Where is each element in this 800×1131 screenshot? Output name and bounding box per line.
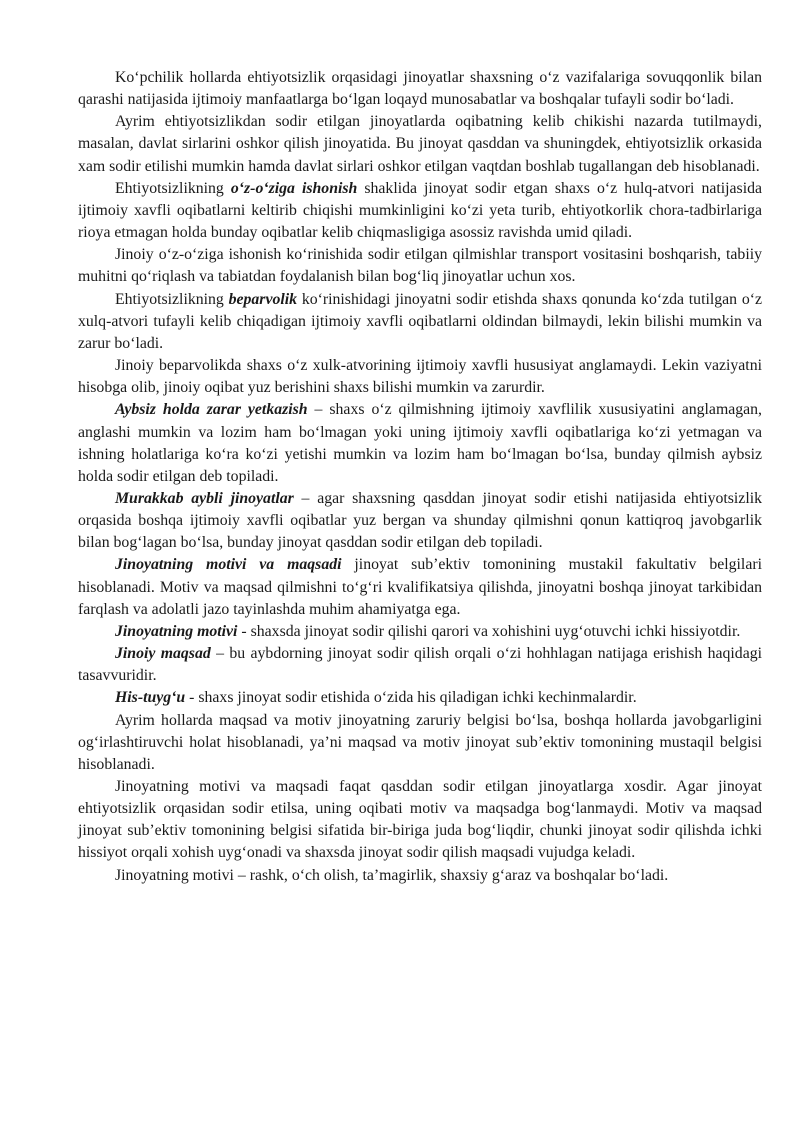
paragraph-text: – shaxs oʻz qilmishning ijtimoiy xavflilik xususiyatini anglamagan, anglashi mumkin va lozim ham boʻlmagan yoki uning ijtimoiy xavfli oqibatlariga koʻzi yetmagan va ishning holatlariga koʻra koʻzi yetishi mumkin va lozim ham boʻlmagan boʻlsa, bunday qilmish aybsiz holda sodir etilgan deb topiladi. — [78, 401, 763, 485]
paragraph-text: Jinoiy oʻz-oʻziga ishonish koʻrinishida sodir etilgan qilmishlar transport vositasini boshqarish, tabiiy muhitni qoʻriqlash va tabiatdan foydalanish bilan bogʻliq jinoyatlar uchun xos. — [78, 246, 762, 286]
body-paragraph — [78, 776, 762, 865]
emphasized-term: Jinoyatning motivi — [115, 622, 238, 640]
emphasized-term: His-tuygʻu — [115, 689, 186, 707]
emphasized-term: Aybsiz holda zarar yetkazish — [115, 401, 308, 419]
body-paragraph — [78, 399, 762, 488]
body-paragraph — [78, 554, 762, 620]
body-paragraph — [78, 244, 762, 288]
body-paragraph — [78, 643, 762, 687]
paragraph-text: – bu aybdorning jinoyat sodir qilish orqali oʻzi hohhlagan natijaga erishish haqidagi tasavvuridir. — [78, 645, 762, 685]
paragraph-text: – agar shaxsning qasddan jinoyat sodir etishi natijasida ehtiyotsizlik orqasida boshqa ijtimoiy xavfli oqibatlar yuz bergan va shunday qilmishni qonun kattiqroq javobgarlik bilan bogʻlagan boʻlsa, bunday jinoyat qasddan sodir etilgan deb topiladi. — [78, 489, 762, 552]
paragraph-text: Jinoyatning motivi va maqsadi faqat qasddan sodir etilgan jinoyatlarga xosdir. Agar jinoyat ehtiyotsizlik orqasidan sodir etilsa, uning oqibati motiv va maqsadga bogʻlanmaydi. Motiv va maqsad jinoyat sub’ektiv tomonining belgisi sifatida bir-biriga juda bogʻliqdir, chunki jinoyat sodir qilishda ichki hissiyot orqali xohish uygʻonadi va shaxsda jinoyat sodir qilish maqsadi vujudga keladi. — [78, 778, 762, 862]
emphasized-term: Jinoiy maqsad — [115, 645, 211, 663]
body-paragraph — [78, 687, 762, 709]
body-paragraph — [78, 488, 762, 554]
emphasized-term: Jinoyatning motivi va maqsadi — [115, 556, 342, 574]
paragraph-text: Jinoyatning motivi – rashk, oʻch olish, ta’magirlik, shaxsiy gʻaraz va boshqalar boʻladi. — [115, 866, 669, 884]
body-paragraph — [78, 111, 762, 177]
paragraph-text: Koʻpchilik hollarda ehtiyotsizlik orqasidagi jinoyatlar shaxsning oʻz vazifalariga sovuqqonlik bilan qarashi natijasida ijtimoiy manfaatlarga boʻlgan loqayd munosabatlar va boshqalar tufayli sodir boʻladi. — [78, 69, 762, 109]
paragraph-text: Ehtiyotsizlikning — [115, 290, 229, 308]
body-paragraph — [78, 621, 762, 643]
body-paragraph — [78, 865, 762, 887]
emphasized-term: beparvolik — [228, 290, 298, 308]
paragraph-text: jinoyat sub’ektiv tomonining mustakil fakultativ belgilari hisoblanadi. Motiv va maqsad qilmishni toʻgʻri kvalifikatsiya qilishda, jinoyatni boshqa jinoyat tarkibidan farqlash va adolatli jazo tayinlashda muhim ahamiyatga ega. — [78, 556, 762, 618]
body-paragraph — [78, 178, 762, 244]
paragraph-text: - shaxs jinoyat sodir etishida oʻzida his qiladigan ichki kechinmalardir. — [185, 689, 637, 707]
paragraph-text: Ayrim ehtiyotsizlikdan sodir etilgan jinoyatlarda oqibatning kelib chikishi nazarda tutilmaydi, masalan, davlat sirlarini oshkor qilish jinoyatida. Bu jinoyat qasddan va shuningdek, ehtiyotsizlik orkasida xam sodir etilishi mumkin hamda davlat sirlari oshkor etilgan vaqtdan boshlab tugallangan deb hisoblanadi. — [78, 113, 762, 175]
paragraph-text: - shaxsda jinoyat sodir qilishi qarori va xohishini uygʻotuvchi ichki hissiyotdir. — [237, 622, 741, 640]
paragraph-text: Jinoiy beparvolikda shaxs oʻz xulk-atvorining ijtimoiy xavfli hususiyat anglamaydi. Lekin vaziyatni hisobga olib, jinoiy oqibat yuz berishini shaxs bilishi mumkin va zarurdir. — [78, 357, 762, 397]
body-paragraph — [78, 355, 762, 399]
body-paragraph — [78, 67, 762, 111]
body-paragraph — [78, 710, 762, 776]
paragraph-text: koʻrinishidagi jinoyatni sodir etishda shaxs qonunda koʻzda tutilgan oʻz xulq-atvori tufayli kelib chiqadigan ijtimoiy xavfli oqibatlarni oldindan bilmaydi, lekin bilishi mumkin va zarur boʻladi. — [78, 290, 762, 352]
paragraph-text: shaklida jinoyat sodir etgan shaxs oʻz hulq-atvori natijasida ijtimoiy xavfli oqibatlarni keltirib chiqishi mumkinligini koʻzi yeta turib, ehtiyotkorlik chora-tadbirlariga rioya etmagan holda bunday oqibatlar kelib chiqmasligiga asossiz ravishda umid qiladi. — [78, 179, 762, 242]
document-page — [78, 67, 762, 887]
emphasized-term: Murakkab aybli jinoyatlar — [115, 489, 294, 507]
emphasized-term: oʻz-oʻziga ishonish — [230, 179, 358, 197]
paragraph-text: Ayrim hollarda maqsad va motiv jinoyatning zaruriy belgisi boʻlsa, boshqa hollarda javobgarligini ogʻirlashtiruvchi holat hisoblanadi, ya’ni maqsad va motiv jinoyat sub’ektiv tomonining mustaqil belgisi hisoblanadi. — [78, 711, 762, 773]
paragraph-text: Ehtiyotsizlikning — [115, 179, 231, 197]
body-paragraph — [78, 289, 762, 355]
